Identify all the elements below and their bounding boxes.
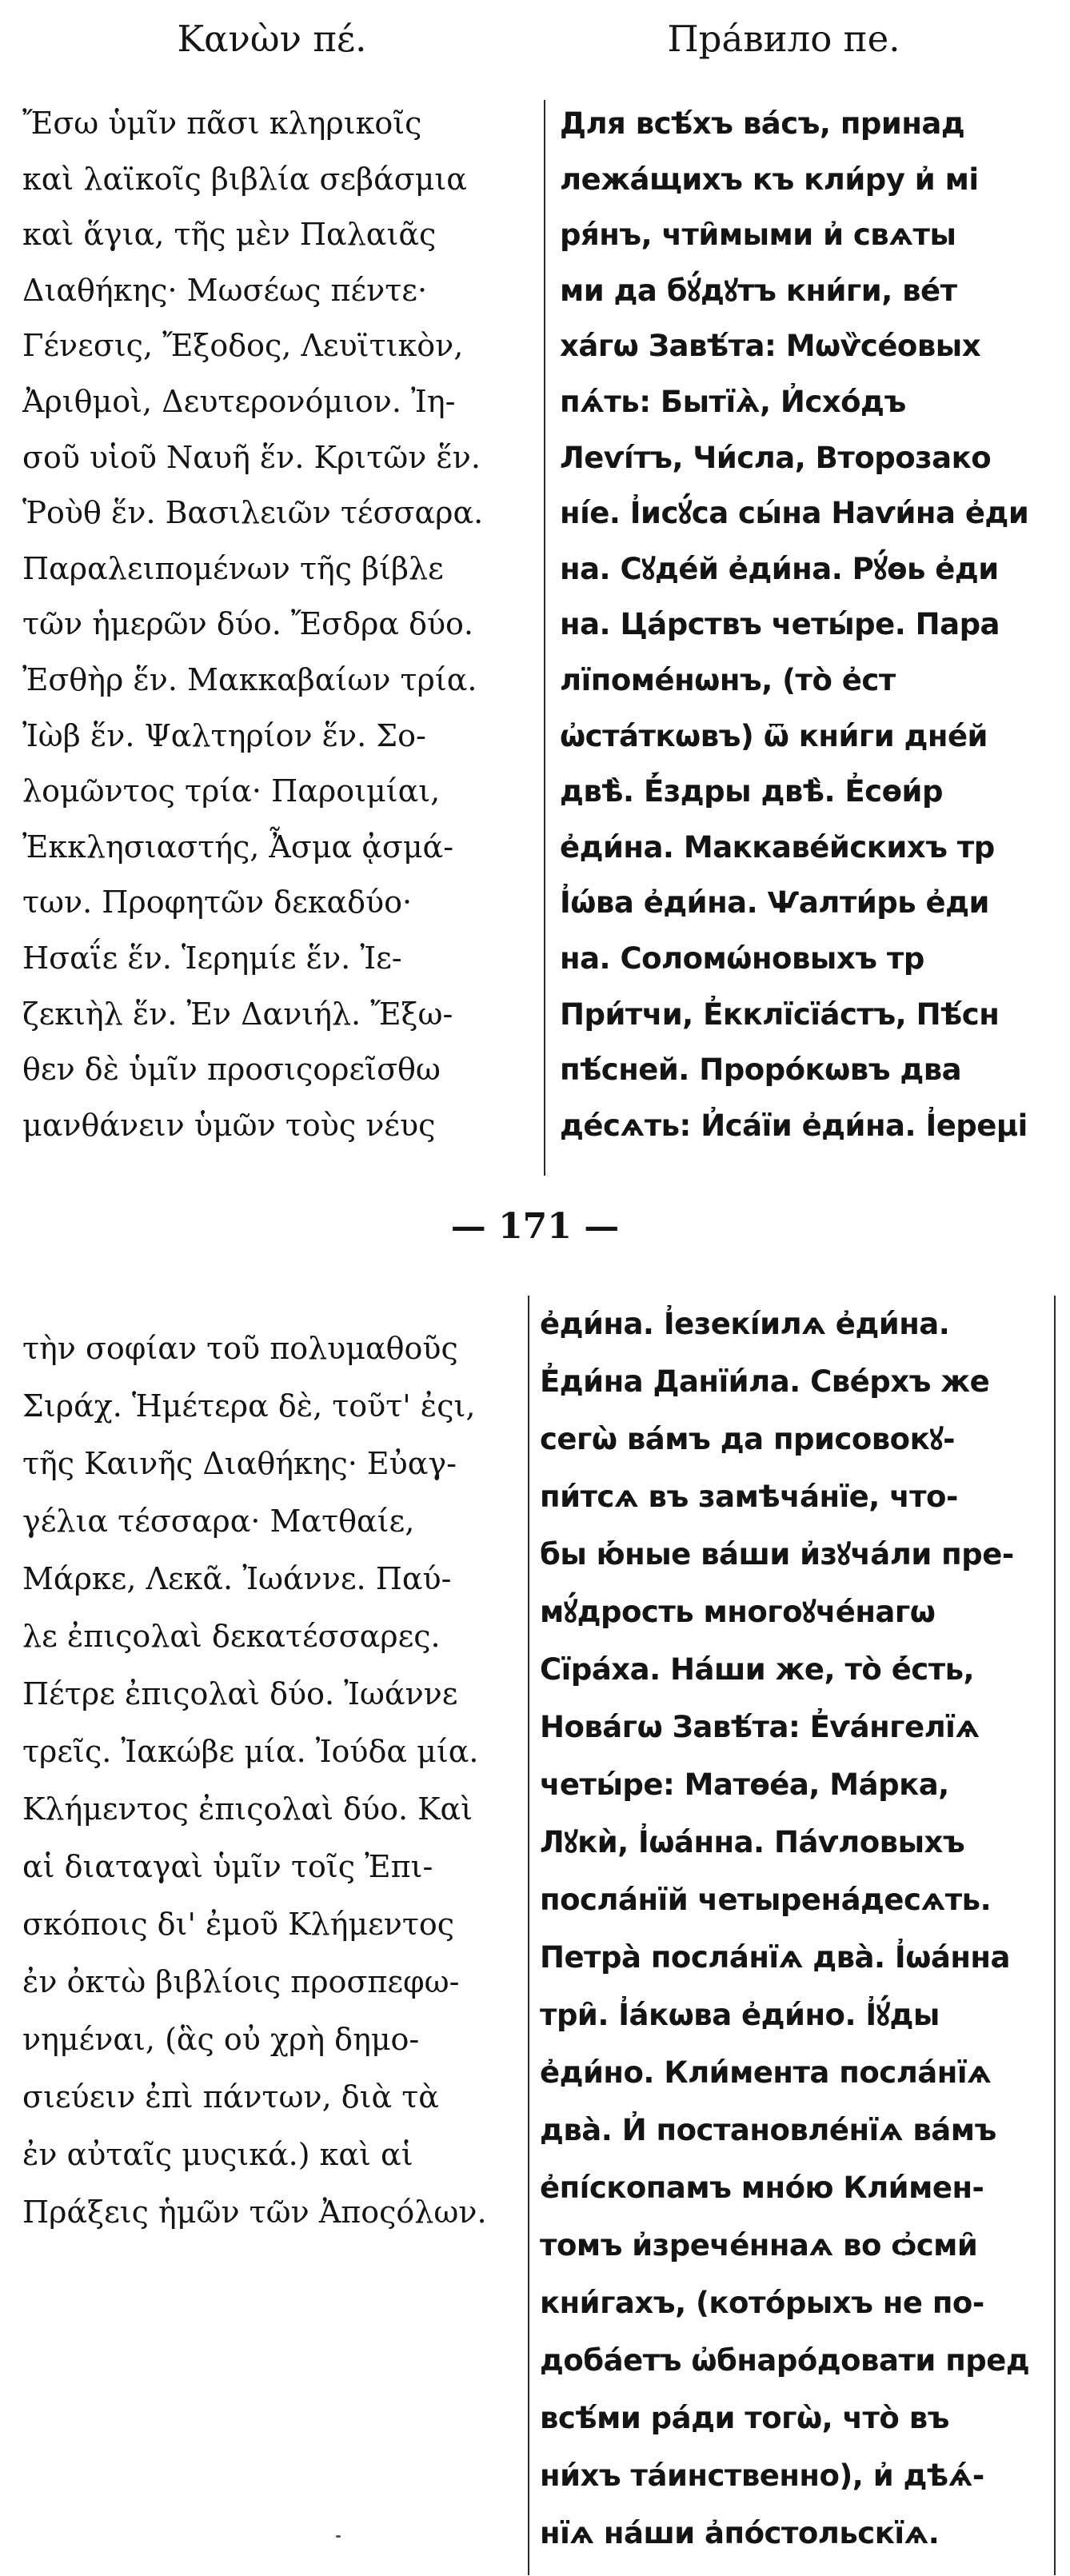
text-line: καὶ ἅγια, τῆς μὲν Παλαιᾶς (22, 217, 437, 253)
column-divider (544, 100, 545, 1176)
text-line: τῶν ἡμερῶν δύο. Ἔσδρα δύο. (22, 606, 474, 642)
text-line: нїѧ на́ши а҆по́стольскїѧ. (540, 2516, 940, 2550)
text-line: ни́хъ та́инственно), и҆ дѣѧ́- (540, 2458, 984, 2493)
text-line: Ἰὼβ ἕν. Ψαλτηρίον ἕν. Σο- (22, 717, 426, 753)
text-line: Ῥοὺθ ἕν. Βασιλειῶν τέσσαρα. (22, 495, 484, 531)
text-line: кни́гахъ, (кото́рыхъ не по- (540, 2286, 984, 2320)
text-line: Ησαΐε ἕν. Ἱερημίε ἕν. Ἰε- (22, 940, 402, 976)
text-line: лїпоме́нѡнъ, (то̀ е҆ст (560, 662, 896, 697)
column-divider (528, 1296, 529, 2575)
right-border-line (1054, 1296, 1056, 2575)
text-line: томъ и҆зрече́ннаѧ во ѻ҆сми̑ (540, 2228, 978, 2262)
text-line: четы́ре: Матѳе́а, Ма́рка, (540, 1767, 949, 1802)
text-line: Лꙋкѝ, І҆ѡа́нна. Па́ѵловыхъ (540, 1825, 965, 1859)
lower-page (0, 1296, 1070, 2576)
text-line: Сїра́ха. На́ши же, то̀ е҆́сть, (540, 1652, 975, 1687)
text-line: αἱ διαταγαὶ ὑμῖν τοῖς Ἐπι- (22, 1849, 433, 1884)
greek-text-column (22, 96, 534, 1153)
text-line: σιεύειν ἐπὶ πάντων, διὰ τὰ (22, 2079, 439, 2115)
upper-page (0, 0, 1070, 1247)
text-line: три̑. І҆а́кѡва е҆ди́но. І҆ꙋ́ды (540, 1998, 940, 2032)
text-line: на. Сꙋде́й е҆ди́на. Рꙋ́ѳь е҆ди (560, 551, 999, 586)
text-line: νημέναι, (ἃς οὐ χρὴ δημο- (22, 2022, 420, 2057)
text-line: Петра̀ посла́нїѧ два̀. І҆ѡа́нна (540, 1940, 1010, 1975)
text-line: всѣ́ми ра́ди тогѡ̀, что̀ въ (540, 2401, 949, 2435)
text-line: Πέτρε ἐπιςολαὶ δύο. Ἰωάννε (22, 1676, 458, 1711)
text-line: е҆ди́но. Кли́мента посла́нїѧ (540, 2055, 992, 2090)
text-line: Нова́гѡ Завѣ́та: Е҆ѵа́нгелїѧ (540, 1710, 980, 1744)
slavonic-text-column (560, 96, 1064, 1153)
text-line: на. Соломѡ́новыхъ тр (560, 941, 924, 976)
text-line: Πράξεις ἡμῶν τῶν Ἀποςόλων. (22, 2195, 487, 2230)
text-line: Ἐσθὴρ ἕν. Μακκαβαίων τρία. (22, 661, 477, 697)
text-line: Παραλειπομένων τῆς βίβλε (22, 550, 444, 586)
text-line: Κλήμεντος ἐπιςολαὶ δύο. Καὶ (22, 1791, 473, 1827)
text-line: τῆς Καινῆς Διαθήκης· Εὐαγ- (22, 1446, 457, 1481)
text-line: пи́тсѧ въ замѣча́нїе, что- (540, 1480, 958, 1514)
text-line: Μάρκε, Λεκᾶ. Ἰωάννε. Παύ- (22, 1561, 452, 1596)
text-line: мꙋ́дрость многоꙋче́нагѡ (540, 1595, 936, 1629)
text-line: Σιράχ. Ἡμέτερα δὲ, τοῦτ' ἐςι, (22, 1388, 476, 1424)
slavonic-rule-heading: Прáвило пе. (667, 18, 900, 60)
text-line: При́тчи, Е҆кклїсїа́стъ, Пѣ́сн (560, 996, 1000, 1032)
page-number: — 171 — (450, 1206, 620, 1247)
greek-text-column-continued (22, 1320, 534, 2241)
text-line: Γένεσις, Ἔξοδος, Λευϊτικὸν, (22, 328, 464, 364)
text-line: сегѡ̀ ва́мъ да присовокꙋ- (540, 1422, 955, 1456)
text-line: ми да бꙋ́дꙋтъ кни́ги, ве́т (560, 273, 957, 308)
text-line: Для всѣ́хъ ва́съ, принад (560, 106, 965, 141)
text-line: τρεῖς. Ἰακώβε μία. Ἰούδα μία. (22, 1734, 479, 1769)
text-line: ѡ҆ста́ткѡвъ) ѿ кни́ги дне́й (560, 718, 988, 753)
text-line: на. Ца́рствъ четы́ре. Пара (560, 607, 1000, 642)
text-line: σοῦ υἱοῦ Ναυῆ ἕν. Κριτῶν ἕν. (22, 439, 481, 475)
text-line: ἐν αὐταῖς μυςικά.) καὶ αἱ (22, 2137, 413, 2172)
text-line: де́сѧть: И҆са́їи е҆ди́на. І҆ереμі (560, 1108, 1028, 1143)
text-line: ἐν ὀκτὼ βιβλίοις προσπεφω- (22, 1964, 460, 1999)
text-line: пѧ́ть: Бытїѧ̀, И҆схо́дъ (560, 384, 906, 419)
slavonic-text-column-continued (540, 1296, 1052, 2562)
text-line: των. Προφητῶν δεκαδύο· (22, 885, 413, 921)
text-line: е҆ди́на. Маккаве́йскихъ тр (560, 829, 995, 865)
text-line: σκόποις δι' ἐμοῦ Κλήμεντος (22, 1907, 455, 1942)
text-line: γέλια τέσσαρα· Ματθαίε, (22, 1504, 415, 1539)
text-line: Ἐκκλησιαστής, Ἆσμα ᾀσμά- (22, 829, 454, 865)
text-line: посла́нїй четырена́десѧть. (540, 1883, 992, 1917)
text-line: ря́нъ, чти̑мыми и҆ свѧты (560, 218, 956, 253)
text-line: ні́е. І҆исꙋ́са сы́на Наѵи́на е҆ди (560, 496, 1029, 531)
text-line: два̀. И҆ постановле́нїѧ ва́мъ (540, 2113, 996, 2147)
text-line: Ἔσω ὑμῖν πᾶσι κληρικοῖς (22, 106, 422, 141)
text-line: τὴν σοφίαν τοῦ πολυμαθοῦς (22, 1331, 458, 1366)
text-line: λομῶντος τρία· Παροιμίαι, (22, 773, 441, 809)
text-line: Ἀριθμοὶ, Δευτερονόμιον. Ἰη- (22, 383, 456, 419)
text-line: Διαθήκης· Μωσέως πέντε· (22, 272, 428, 308)
text-line: пѣ́сней. Проро́кѡвъ два (560, 1052, 962, 1088)
text-line: θεν δὲ ὑμῖν προσιςορεῖσθω (22, 1052, 441, 1088)
text-line: е҆пі́скопамъ мно́ю Кли́мен- (540, 2171, 984, 2205)
text-line: Леѵі́тъ, Чи́сла, Второзако (560, 440, 992, 475)
ink-speck (336, 2535, 341, 2538)
text-line: доба́етъ ѡ҆бнаро́довати пред (540, 2343, 1030, 2378)
text-line: ζεκιὴλ ἕν. Ἐν Δανιήλ. Ἔξω- (22, 996, 453, 1032)
text-line: καὶ λαϊκοῖς βιβλία σεβάσμια (22, 161, 467, 197)
text-line: е҆ди́на. І҆езекі́илѧ е҆ди́на. (540, 1307, 950, 1341)
text-line: І҆ѡ́ва е҆ди́на. Ѱалти́рь е҆ди (560, 885, 989, 921)
text-line: бы ю҆́ные ва́ши и҆зꙋча́ли пре- (540, 1537, 1014, 1572)
text-line: μανθάνειν ὑμῶν τοὺς νέυς (22, 1107, 436, 1143)
text-line: Е҆ди́на Данїи́ла. Све́рхъ же (540, 1364, 990, 1399)
text-line: λε ἐπιςολαὶ δεκατέσσαρες. (22, 1619, 441, 1654)
text-line: двѣ̀. Е҆́здры двѣ̀. Е҆сѳи́р (560, 774, 943, 809)
text-line: ха́гѡ Завѣ́та: Мѡѷсе́овых (560, 329, 981, 364)
text-line: лежа́щихъ къ кли́ру и҆ мі (560, 162, 979, 197)
greek-canon-heading: Κανὼν πέ. (177, 18, 367, 60)
